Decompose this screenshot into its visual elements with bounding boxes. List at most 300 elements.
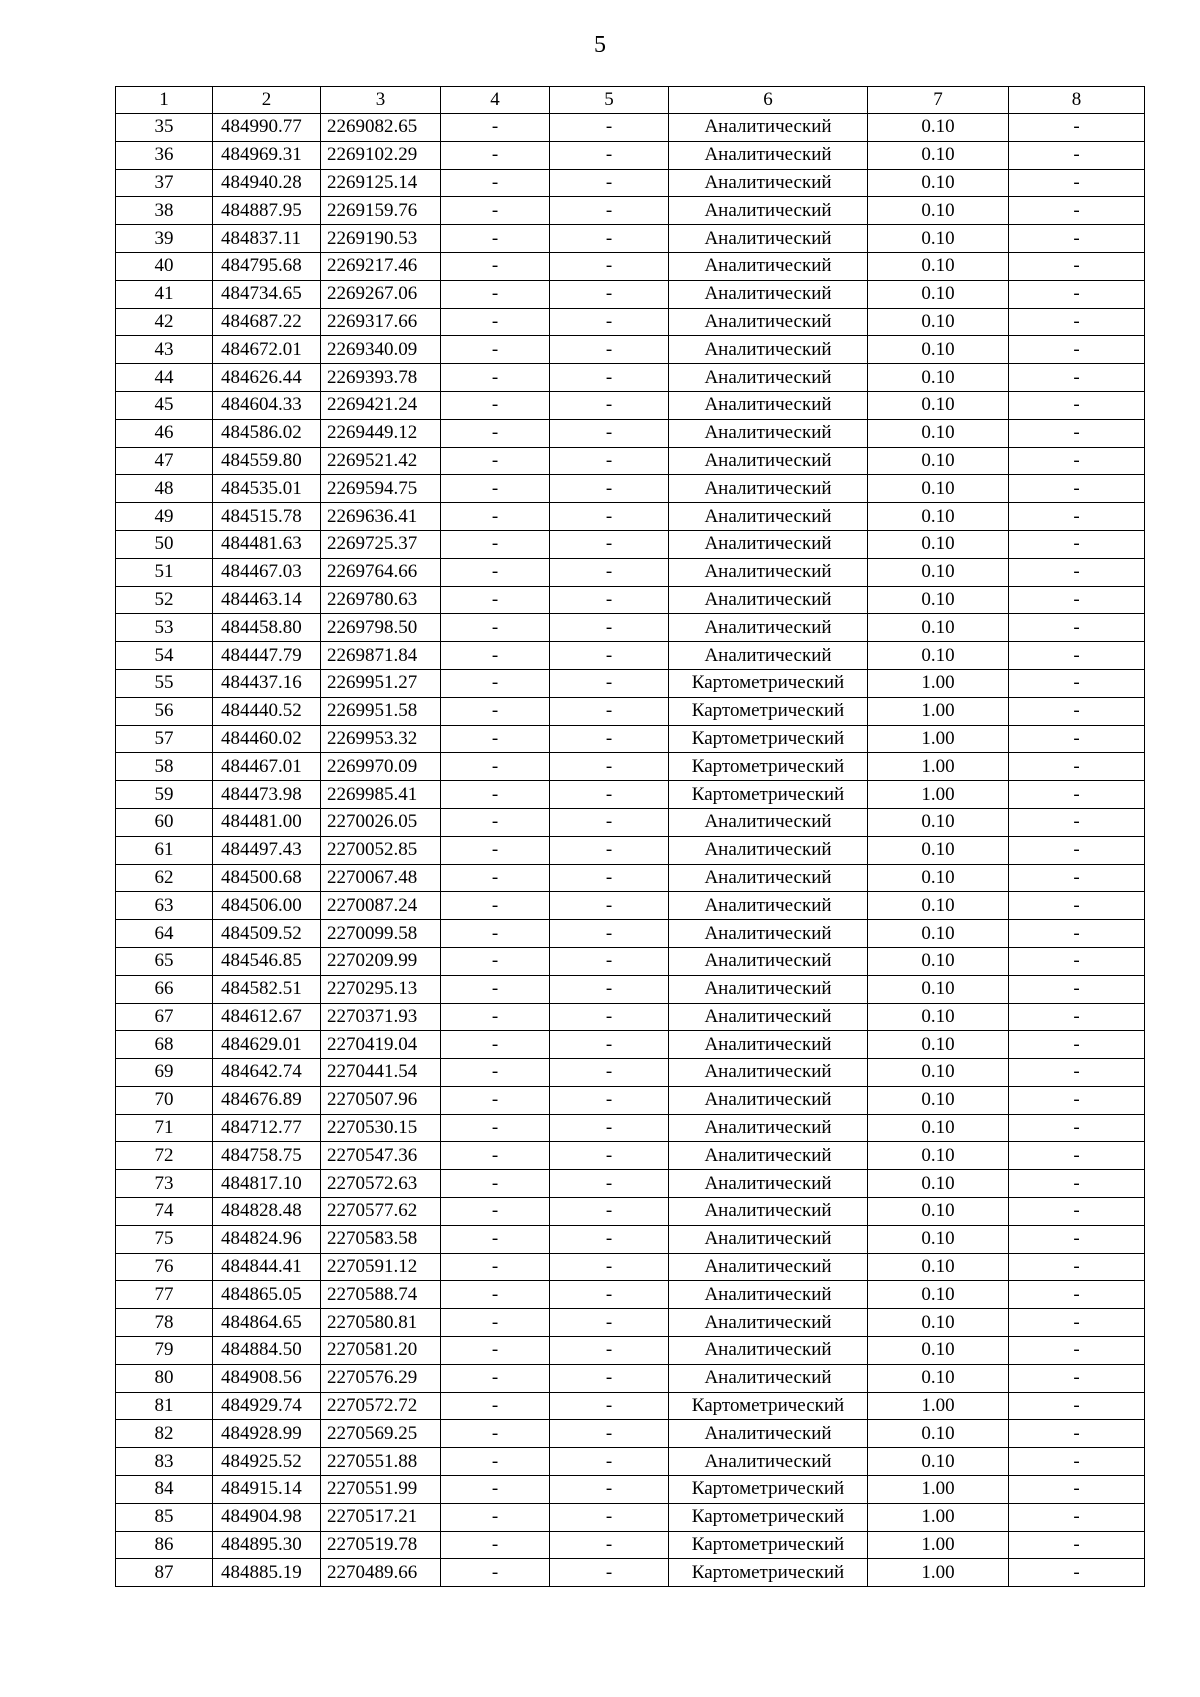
cell-col-8: -: [1009, 614, 1145, 642]
cell-accuracy: 0.10: [868, 1142, 1009, 1170]
cell-accuracy: 0.10: [868, 447, 1009, 475]
cell-col-4: -: [441, 475, 550, 503]
cell-col-8: -: [1009, 1031, 1145, 1059]
table-row: [116, 1337, 1145, 1365]
cell-col-8: -: [1009, 530, 1145, 558]
cell-col-8: -: [1009, 1364, 1145, 1392]
cell-col-4: -: [441, 1531, 550, 1559]
cell-coord-x: 484895.30: [213, 1531, 321, 1559]
cell-point-number: 53: [116, 614, 213, 642]
cell-accuracy: 0.10: [868, 1198, 1009, 1226]
cell-method: Картометрический: [669, 1503, 868, 1531]
cell-col-5: -: [550, 1170, 669, 1198]
table-row: [116, 892, 1145, 920]
table-row: [116, 1059, 1145, 1087]
cell-col-4: -: [441, 1503, 550, 1531]
cell-col-4: -: [441, 1225, 550, 1253]
coordinates-table: [115, 86, 1145, 1587]
cell-coord-y: 2270052.85: [321, 836, 441, 864]
cell-coord-y: 2270569.25: [321, 1420, 441, 1448]
cell-coord-x: 484546.85: [213, 947, 321, 975]
cell-coord-y: 2269393.78: [321, 364, 441, 392]
cell-coord-x: 484940.28: [213, 169, 321, 197]
cell-point-number: 73: [116, 1170, 213, 1198]
cell-method: Аналитический: [669, 1281, 868, 1309]
cell-coord-y: 2269102.29: [321, 141, 441, 169]
cell-col-8: -: [1009, 1420, 1145, 1448]
table-row: [116, 308, 1145, 336]
cell-col-5: -: [550, 614, 669, 642]
cell-coord-y: 2270588.74: [321, 1281, 441, 1309]
cell-col-8: -: [1009, 419, 1145, 447]
table-row: [116, 1086, 1145, 1114]
cell-col-5: -: [550, 836, 669, 864]
cell-point-number: 83: [116, 1448, 213, 1476]
cell-col-4: -: [441, 503, 550, 531]
cell-coord-y: 2270519.78: [321, 1531, 441, 1559]
cell-col-4: -: [441, 1420, 550, 1448]
cell-coord-x: 484440.52: [213, 697, 321, 725]
cell-coord-y: 2269780.63: [321, 586, 441, 614]
cell-col-5: -: [550, 336, 669, 364]
cell-col-4: -: [441, 836, 550, 864]
cell-method: Аналитический: [669, 808, 868, 836]
table-row: [116, 642, 1145, 670]
table-row: [116, 225, 1145, 253]
cell-col-5: -: [550, 781, 669, 809]
cell-method: Аналитический: [669, 1420, 868, 1448]
cell-col-5: -: [550, 1337, 669, 1365]
cell-accuracy: 0.10: [868, 225, 1009, 253]
cell-method: Аналитический: [669, 364, 868, 392]
cell-coord-x: 484795.68: [213, 252, 321, 280]
cell-col-4: -: [441, 725, 550, 753]
cell-coord-x: 484481.63: [213, 530, 321, 558]
cell-col-5: -: [550, 114, 669, 142]
cell-col-4: -: [441, 530, 550, 558]
table-row: [116, 781, 1145, 809]
cell-accuracy: 0.10: [868, 364, 1009, 392]
cell-col-4: -: [441, 558, 550, 586]
cell-coord-x: 484758.75: [213, 1142, 321, 1170]
table-row: [116, 1309, 1145, 1337]
table-row: [116, 1476, 1145, 1504]
table-row: [116, 503, 1145, 531]
cell-coord-x: 484458.80: [213, 614, 321, 642]
cell-accuracy: 0.10: [868, 614, 1009, 642]
cell-coord-y: 2269764.66: [321, 558, 441, 586]
table-row: [116, 169, 1145, 197]
cell-point-number: 60: [116, 808, 213, 836]
cell-method: Картометрический: [669, 1392, 868, 1420]
cell-coord-y: 2270026.05: [321, 808, 441, 836]
cell-coord-x: 484467.03: [213, 558, 321, 586]
cell-col-5: -: [550, 1114, 669, 1142]
cell-point-number: 69: [116, 1059, 213, 1087]
cell-coord-y: 2269449.12: [321, 419, 441, 447]
table-row: [116, 1031, 1145, 1059]
cell-col-8: -: [1009, 1503, 1145, 1531]
cell-accuracy: 0.10: [868, 336, 1009, 364]
cell-col-4: -: [441, 1114, 550, 1142]
cell-point-number: 47: [116, 447, 213, 475]
cell-col-8: -: [1009, 1531, 1145, 1559]
cell-col-4: -: [441, 864, 550, 892]
cell-col-4: -: [441, 975, 550, 1003]
cell-coord-y: 2270583.58: [321, 1225, 441, 1253]
cell-col-5: -: [550, 1281, 669, 1309]
cell-coord-x: 484884.50: [213, 1337, 321, 1365]
cell-col-8: -: [1009, 1253, 1145, 1281]
cell-accuracy: 0.10: [868, 197, 1009, 225]
cell-coord-x: 484929.74: [213, 1392, 321, 1420]
cell-coord-x: 484887.95: [213, 197, 321, 225]
table-row: [116, 336, 1145, 364]
cell-coord-x: 484460.02: [213, 725, 321, 753]
cell-col-8: -: [1009, 475, 1145, 503]
cell-point-number: 84: [116, 1476, 213, 1504]
cell-method: Аналитический: [669, 1059, 868, 1087]
cell-method: Аналитический: [669, 1198, 868, 1226]
cell-col-4: -: [441, 614, 550, 642]
cell-point-number: 75: [116, 1225, 213, 1253]
cell-col-8: -: [1009, 1225, 1145, 1253]
cell-method: Аналитический: [669, 336, 868, 364]
cell-coord-y: 2269953.32: [321, 725, 441, 753]
cell-method: Аналитический: [669, 975, 868, 1003]
cell-coord-y: 2269082.65: [321, 114, 441, 142]
cell-point-number: 78: [116, 1309, 213, 1337]
cell-accuracy: 1.00: [868, 1531, 1009, 1559]
cell-col-5: -: [550, 947, 669, 975]
cell-accuracy: 1.00: [868, 1392, 1009, 1420]
cell-col-5: -: [550, 864, 669, 892]
cell-method: Аналитический: [669, 197, 868, 225]
cell-col-8: -: [1009, 892, 1145, 920]
cell-coord-x: 484437.16: [213, 669, 321, 697]
cell-point-number: 37: [116, 169, 213, 197]
cell-coord-y: 2269985.41: [321, 781, 441, 809]
cell-accuracy: 0.10: [868, 1031, 1009, 1059]
cell-accuracy: 0.10: [868, 475, 1009, 503]
cell-coord-y: 2269190.53: [321, 225, 441, 253]
column-header-1: 1: [116, 87, 213, 114]
cell-col-5: -: [550, 1059, 669, 1087]
cell-coord-x: 484626.44: [213, 364, 321, 392]
table-row: [116, 1170, 1145, 1198]
cell-coord-y: 2270530.15: [321, 1114, 441, 1142]
cell-col-8: -: [1009, 1476, 1145, 1504]
cell-accuracy: 0.10: [868, 808, 1009, 836]
cell-col-5: -: [550, 808, 669, 836]
column-header-8: 8: [1009, 87, 1145, 114]
cell-coord-y: 2270489.66: [321, 1559, 441, 1587]
cell-point-number: 42: [116, 308, 213, 336]
cell-accuracy: 0.10: [868, 642, 1009, 670]
cell-accuracy: 0.10: [868, 864, 1009, 892]
cell-col-4: -: [441, 336, 550, 364]
page-number: 5: [594, 32, 606, 58]
cell-col-8: -: [1009, 1281, 1145, 1309]
cell-coord-y: 2270580.81: [321, 1309, 441, 1337]
table-row: [116, 614, 1145, 642]
cell-col-8: -: [1009, 1392, 1145, 1420]
cell-col-5: -: [550, 1031, 669, 1059]
cell-col-8: -: [1009, 364, 1145, 392]
table-row: [116, 1364, 1145, 1392]
table-row: [116, 697, 1145, 725]
cell-col-4: -: [441, 1448, 550, 1476]
cell-coord-y: 2269725.37: [321, 530, 441, 558]
cell-coord-x: 484676.89: [213, 1086, 321, 1114]
cell-col-4: -: [441, 197, 550, 225]
cell-accuracy: 0.10: [868, 1309, 1009, 1337]
cell-method: Картометрический: [669, 697, 868, 725]
cell-col-8: -: [1009, 1059, 1145, 1087]
cell-coord-y: 2269594.75: [321, 475, 441, 503]
cell-coord-x: 484604.33: [213, 391, 321, 419]
cell-coord-y: 2270087.24: [321, 892, 441, 920]
cell-point-number: 80: [116, 1364, 213, 1392]
table-row: [116, 808, 1145, 836]
table-row: [116, 1142, 1145, 1170]
cell-accuracy: 0.10: [868, 530, 1009, 558]
cell-point-number: 65: [116, 947, 213, 975]
cell-col-4: -: [441, 391, 550, 419]
cell-method: Аналитический: [669, 1364, 868, 1392]
cell-col-5: -: [550, 1476, 669, 1504]
cell-method: Аналитический: [669, 280, 868, 308]
cell-coord-x: 484497.43: [213, 836, 321, 864]
cell-col-4: -: [441, 892, 550, 920]
cell-col-4: -: [441, 642, 550, 670]
cell-coord-y: 2269636.41: [321, 503, 441, 531]
cell-method: Аналитический: [669, 920, 868, 948]
cell-point-number: 64: [116, 920, 213, 948]
table-row: [116, 1448, 1145, 1476]
cell-col-8: -: [1009, 1559, 1145, 1587]
table-row: [116, 558, 1145, 586]
cell-col-4: -: [441, 1142, 550, 1170]
table-row: [116, 1253, 1145, 1281]
cell-method: Аналитический: [669, 114, 868, 142]
cell-col-8: -: [1009, 697, 1145, 725]
cell-accuracy: 0.10: [868, 558, 1009, 586]
cell-col-8: -: [1009, 141, 1145, 169]
cell-col-8: -: [1009, 280, 1145, 308]
table-body: [116, 114, 1145, 1587]
cell-coord-y: 2269951.27: [321, 669, 441, 697]
cell-col-4: -: [441, 1253, 550, 1281]
cell-point-number: 41: [116, 280, 213, 308]
table-row: [116, 252, 1145, 280]
cell-col-8: -: [1009, 1114, 1145, 1142]
cell-method: Аналитический: [669, 1086, 868, 1114]
cell-col-5: -: [550, 1503, 669, 1531]
cell-col-8: -: [1009, 447, 1145, 475]
cell-accuracy: 0.10: [868, 503, 1009, 531]
cell-col-5: -: [550, 419, 669, 447]
cell-col-8: -: [1009, 669, 1145, 697]
cell-col-5: -: [550, 530, 669, 558]
cell-method: Картометрический: [669, 753, 868, 781]
cell-accuracy: 0.10: [868, 1170, 1009, 1198]
cell-col-4: -: [441, 753, 550, 781]
cell-accuracy: 0.10: [868, 141, 1009, 169]
cell-method: Аналитический: [669, 1114, 868, 1142]
cell-coord-y: 2269798.50: [321, 614, 441, 642]
cell-coord-y: 2270295.13: [321, 975, 441, 1003]
cell-coord-x: 484672.01: [213, 336, 321, 364]
cell-col-8: -: [1009, 947, 1145, 975]
cell-col-5: -: [550, 558, 669, 586]
cell-col-8: -: [1009, 808, 1145, 836]
cell-coord-y: 2269521.42: [321, 447, 441, 475]
cell-col-4: -: [441, 1392, 550, 1420]
cell-coord-x: 484506.00: [213, 892, 321, 920]
cell-coord-y: 2269267.06: [321, 280, 441, 308]
cell-col-5: -: [550, 364, 669, 392]
cell-col-5: -: [550, 169, 669, 197]
table-row: [116, 920, 1145, 948]
cell-coord-x: 484734.65: [213, 280, 321, 308]
cell-col-5: -: [550, 447, 669, 475]
cell-accuracy: 0.10: [868, 1420, 1009, 1448]
cell-col-5: -: [550, 586, 669, 614]
table-row: [116, 364, 1145, 392]
cell-col-8: -: [1009, 586, 1145, 614]
cell-col-8: -: [1009, 753, 1145, 781]
cell-method: Картометрический: [669, 669, 868, 697]
cell-point-number: 43: [116, 336, 213, 364]
cell-method: Аналитический: [669, 391, 868, 419]
cell-coord-y: 2269340.09: [321, 336, 441, 364]
cell-method: Аналитический: [669, 252, 868, 280]
table-row: [116, 836, 1145, 864]
cell-method: Картометрический: [669, 781, 868, 809]
cell-col-4: -: [441, 586, 550, 614]
cell-coord-x: 484582.51: [213, 975, 321, 1003]
cell-coord-y: 2270067.48: [321, 864, 441, 892]
cell-coord-x: 484642.74: [213, 1059, 321, 1087]
cell-coord-x: 484864.65: [213, 1309, 321, 1337]
cell-col-5: -: [550, 725, 669, 753]
cell-point-number: 52: [116, 586, 213, 614]
cell-coord-y: 2270551.99: [321, 1476, 441, 1504]
cell-coord-y: 2270572.72: [321, 1392, 441, 1420]
cell-coord-x: 484535.01: [213, 475, 321, 503]
cell-method: Аналитический: [669, 503, 868, 531]
cell-point-number: 86: [116, 1531, 213, 1559]
cell-accuracy: 0.10: [868, 308, 1009, 336]
cell-point-number: 71: [116, 1114, 213, 1142]
cell-coord-x: 484885.19: [213, 1559, 321, 1587]
cell-coord-x: 484481.00: [213, 808, 321, 836]
cell-accuracy: 1.00: [868, 1559, 1009, 1587]
cell-method: Аналитический: [669, 1309, 868, 1337]
cell-col-8: -: [1009, 1142, 1145, 1170]
cell-coord-y: 2270572.63: [321, 1170, 441, 1198]
cell-col-4: -: [441, 1086, 550, 1114]
cell-col-8: -: [1009, 975, 1145, 1003]
cell-point-number: 81: [116, 1392, 213, 1420]
cell-col-4: -: [441, 225, 550, 253]
cell-point-number: 85: [116, 1503, 213, 1531]
cell-col-8: -: [1009, 308, 1145, 336]
cell-point-number: 61: [116, 836, 213, 864]
cell-coord-x: 484629.01: [213, 1031, 321, 1059]
cell-point-number: 77: [116, 1281, 213, 1309]
table-row: [116, 975, 1145, 1003]
cell-coord-x: 484447.79: [213, 642, 321, 670]
cell-coord-x: 484844.41: [213, 1253, 321, 1281]
cell-coord-x: 484990.77: [213, 114, 321, 142]
cell-method: Аналитический: [669, 892, 868, 920]
cell-col-4: -: [441, 1031, 550, 1059]
cell-point-number: 67: [116, 1003, 213, 1031]
cell-point-number: 87: [116, 1559, 213, 1587]
cell-col-5: -: [550, 669, 669, 697]
cell-accuracy: 0.10: [868, 280, 1009, 308]
cell-col-5: -: [550, 753, 669, 781]
cell-method: Аналитический: [669, 141, 868, 169]
column-header-3: 3: [321, 87, 441, 114]
table-row: [116, 1198, 1145, 1226]
cell-coord-y: 2269317.66: [321, 308, 441, 336]
cell-col-5: -: [550, 1420, 669, 1448]
cell-point-number: 36: [116, 141, 213, 169]
cell-col-8: -: [1009, 225, 1145, 253]
cell-col-5: -: [550, 1392, 669, 1420]
cell-col-8: -: [1009, 1170, 1145, 1198]
cell-coord-x: 484828.48: [213, 1198, 321, 1226]
cell-col-8: -: [1009, 864, 1145, 892]
table-row: [116, 1003, 1145, 1031]
table-row: [116, 1114, 1145, 1142]
cell-point-number: 56: [116, 697, 213, 725]
table-row: [116, 141, 1145, 169]
cell-col-5: -: [550, 920, 669, 948]
cell-coord-x: 484908.56: [213, 1364, 321, 1392]
cell-point-number: 55: [116, 669, 213, 697]
cell-method: Аналитический: [669, 530, 868, 558]
cell-accuracy: 0.10: [868, 586, 1009, 614]
cell-col-5: -: [550, 280, 669, 308]
table-row: [116, 197, 1145, 225]
table-row: [116, 419, 1145, 447]
cell-col-5: -: [550, 1225, 669, 1253]
cell-col-5: -: [550, 975, 669, 1003]
cell-method: Аналитический: [669, 947, 868, 975]
cell-coord-x: 484928.99: [213, 1420, 321, 1448]
cell-col-5: -: [550, 1253, 669, 1281]
cell-coord-y: 2269159.76: [321, 197, 441, 225]
cell-col-8: -: [1009, 197, 1145, 225]
cell-col-4: -: [441, 169, 550, 197]
cell-accuracy: 0.10: [868, 419, 1009, 447]
cell-coord-y: 2270371.93: [321, 1003, 441, 1031]
table-row: [116, 947, 1145, 975]
cell-coord-y: 2270577.62: [321, 1198, 441, 1226]
cell-method: Аналитический: [669, 308, 868, 336]
table-row: [116, 725, 1145, 753]
cell-method: Аналитический: [669, 864, 868, 892]
cell-coord-x: 484473.98: [213, 781, 321, 809]
cell-accuracy: 0.10: [868, 947, 1009, 975]
cell-method: Картометрический: [669, 1476, 868, 1504]
cell-coord-y: 2270576.29: [321, 1364, 441, 1392]
cell-accuracy: 1.00: [868, 1476, 1009, 1504]
